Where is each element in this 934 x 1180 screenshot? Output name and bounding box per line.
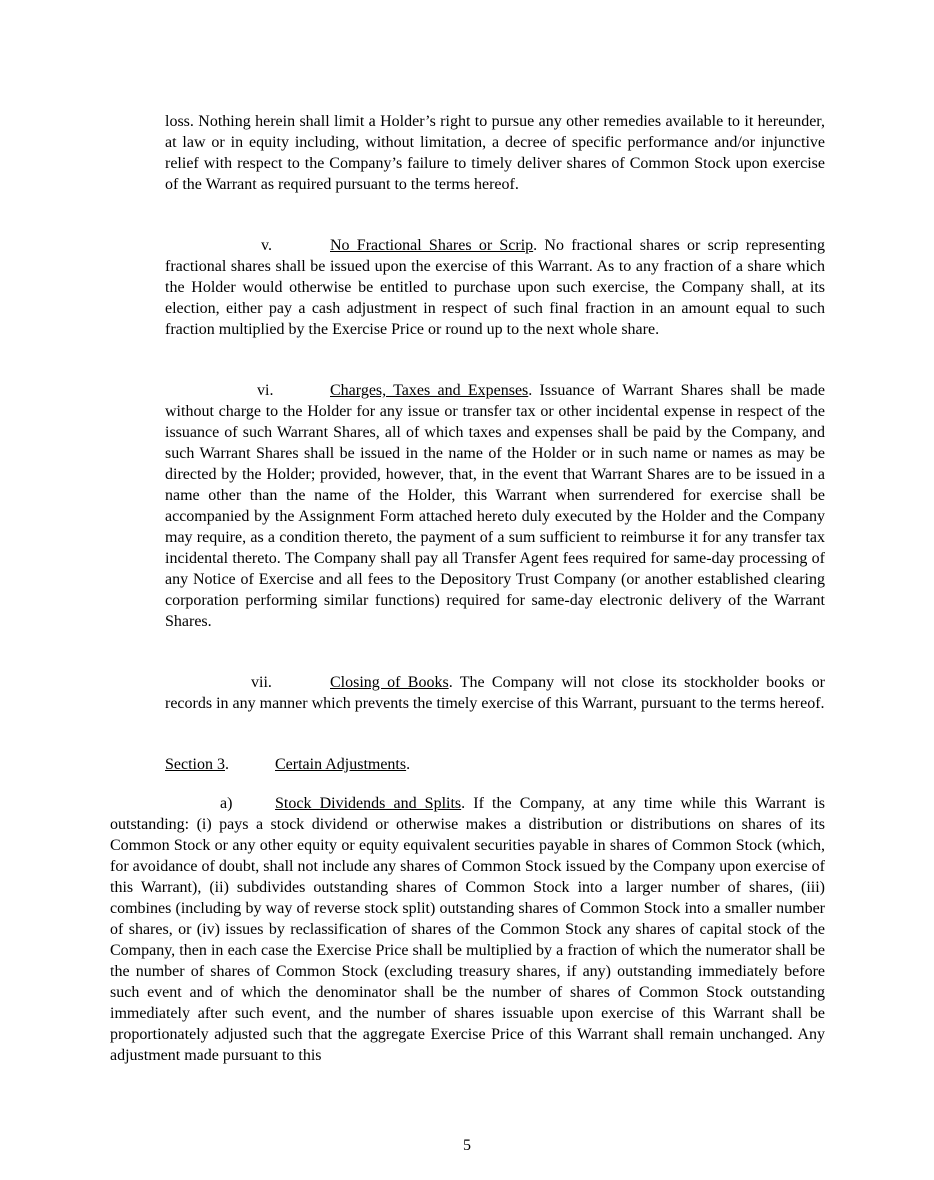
section-3-number-suffix: . [225,756,229,773]
item-v-heading: No Fractional Shares or Scrip [330,237,534,254]
item-vi-number: vi. [257,382,274,399]
section-3-title: Certain Adjustments [275,756,407,773]
section-3-heading [165,754,410,775]
item-vii-heading: Closing of Books [330,674,449,691]
item-a-body: . If the Company, at any time while this Warrant is outstanding: (i) pays a stock dividend or otherwise makes a distribution or distributions on shares of its Common Stock or any other equity or equity equivalent securities payable in shares of Common Stock (which, for avoidance of doubt, shall not include any shares of Common Stock issued by the Company upon exercise of this Warrant), (ii) subdivides outstanding shares of Common Stock into a larger number of shares, (iii) combines (including by way of reverse stock split) outstanding shares of Common Stock into a smaller number of shares, or (iv) issues by reclassification of shares of the Common Stock any shares of capital stock of the Company, then in each case the Exercise Price shall be multiplied by a fraction of which the numerator shall be the number of shares of Common Stock (excluding treasury shares, if any) outstanding immediately before such event and of which the denominator shall be the number of shares of Common Stock outstanding immediately after such event, and the number of shares issuable upon exercise of this Warrant shall be proportionately adjusted such that the aggregate Exercise Price of this Warrant shall remain unchanged. Any adjustment made pursuant to this [110,795,826,1064]
item-a-number: a) [220,795,233,812]
paragraph-item-vii [165,672,825,714]
item-vii-body: . The Company will not close its stockholder books or records in any manner which prevents the timely exercise of this Warrant, pursuant to the terms hereof. [165,674,826,712]
item-vi-heading: Charges, Taxes and Expenses [330,382,529,399]
paragraph-item-v [165,235,825,340]
paragraph-remedies [165,111,825,195]
item-v-body: . No fractional shares or scrip representing fractional shares shall be issued upon the exercise of this Warrant. As to any fraction of a share which the Holder would otherwise be entitled to purchase upon such exercise, the Company shall, at its election, either pay a cash adjustment in respect of such final fraction in an amount equal to such fraction multiplied by the Exercise Price or round up to the next whole share. [165,237,825,338]
item-a-heading: Stock Dividends and Splits [275,795,462,812]
section-3-number-wrap [165,754,275,775]
paragraph-remedies-text: loss. Nothing herein shall limit a Holder’s right to pursue any other remedies available to it hereunder, at law or in equity including, without limitation, a decree of specific performance and/or injunctive relief with respect to the Company’s failure to timely deliver shares of Common Stock upon exercise of the Warrant as required pursuant to the terms hereof. [165,113,825,193]
item-v-number: v. [261,237,272,254]
item-vi-body: . Issuance of Warrant Shares shall be made without charge to the Holder for any issue or transfer tax or other incidental expense in respect of the issuance of such Warrant Shares, all of which taxes and expenses shall be paid by the Company, and such Warrant Shares shall be issued in the name of the Holder or in such name or names as may be directed by the Holder; provided, however, that, in the event that Warrant Shares are to be issued in a name other than the name of the Holder, this Warrant when surrendered for exercise shall be accompanied by the Assignment Form attached hereto duly executed by the Holder and the Company may require, as a condition thereto, the payment of a sum sufficient to reimburse it for any transfer tax incidental thereto. The Company shall pay all Transfer Agent fees required for same-day processing of any Notice of Exercise and all fees to the Depository Trust Company (or another established clearing corporation performing similar functions) required for same-day electronic delivery of the Warrant Shares. [165,382,825,630]
paragraph-item-a [110,793,825,1066]
item-vii-number: vii. [251,674,272,691]
page-number: 5 [463,1137,471,1154]
section-3-number: Section 3 [165,756,225,773]
section-3-title-suffix: . [406,756,411,773]
paragraph-item-vi [165,380,825,632]
